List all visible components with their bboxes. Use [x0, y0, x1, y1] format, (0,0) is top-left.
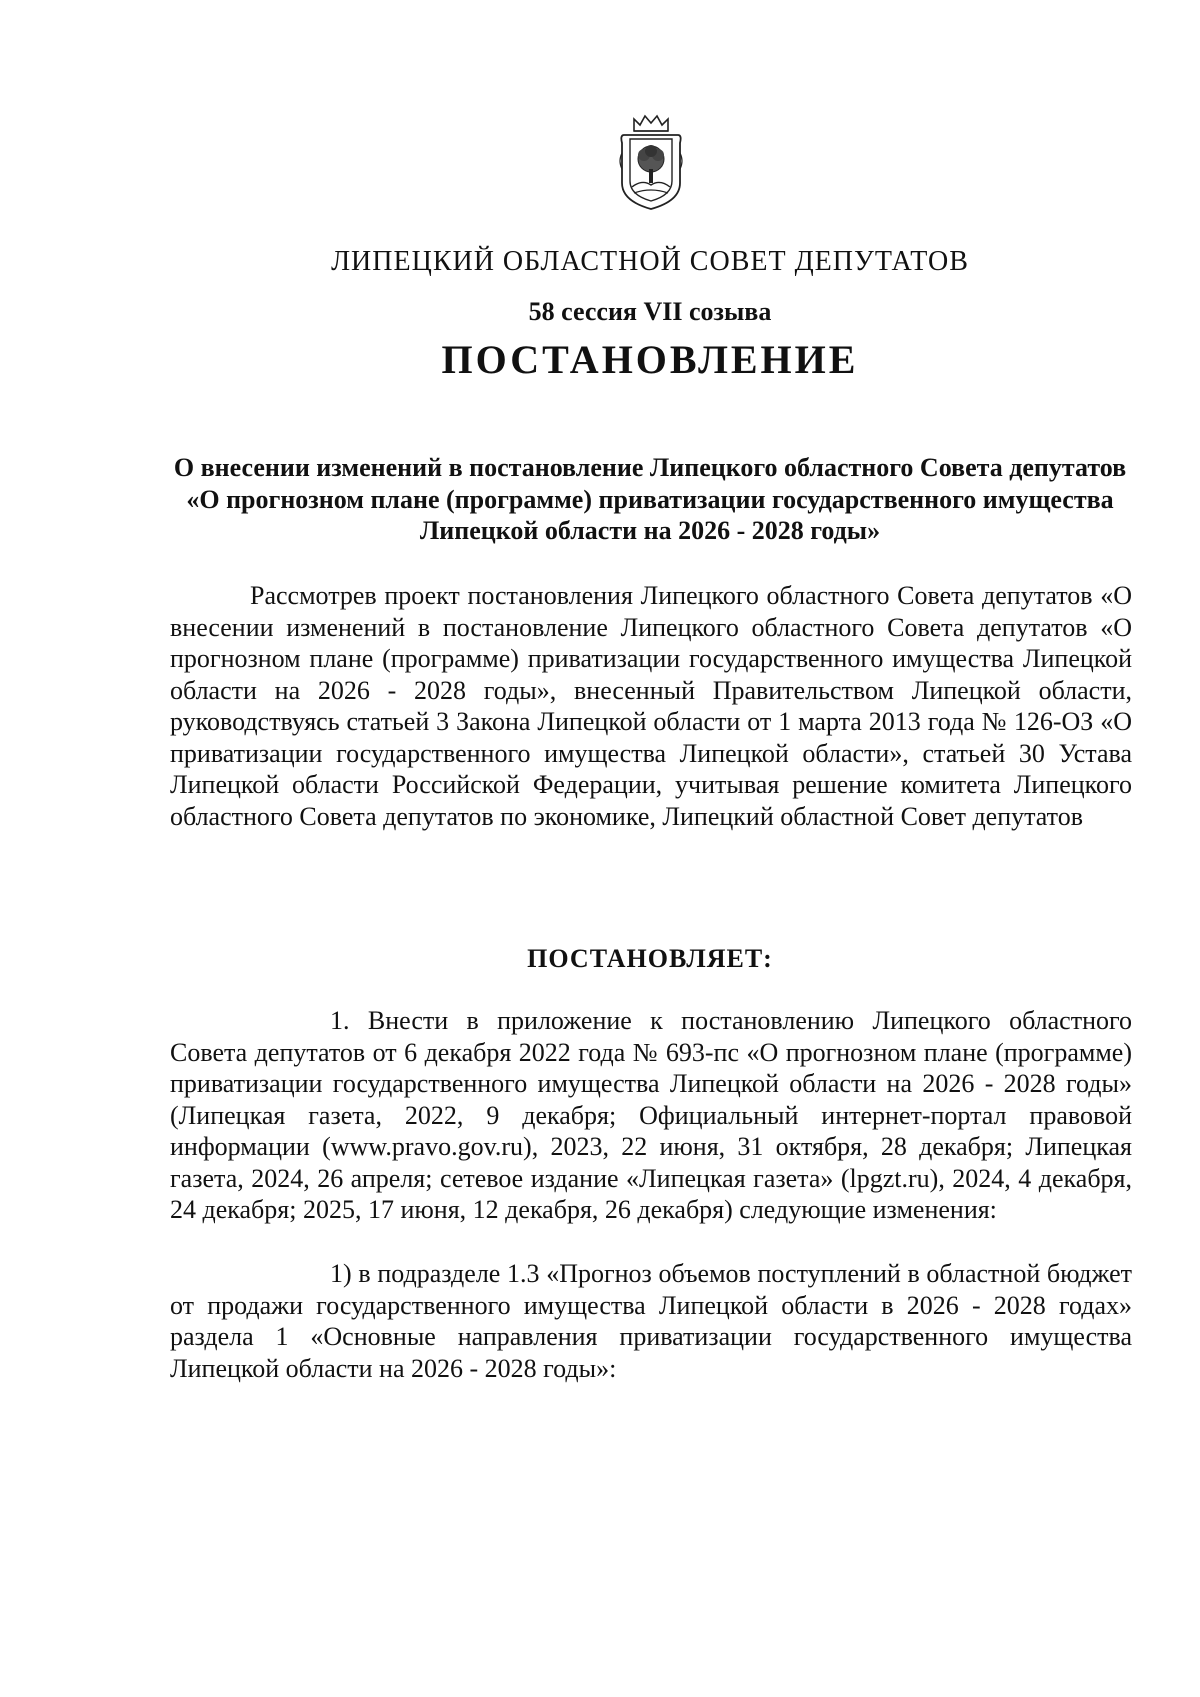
session-label: 58 сессия VII созыва: [528, 297, 772, 326]
subitem-number: 1): [330, 1259, 352, 1288]
coat-of-arms-icon: [616, 113, 686, 213]
document-title: О внесении изменений в постановление Липецкого областного Совета депутатов «О прогнозном плане (программе) приватизации государственного имущества Липецкой области на 2026 - 2028 годы»: [173, 453, 1127, 545]
item-number: 1.: [330, 1006, 350, 1035]
council-name: ЛИПЕЦКИЙ ОБЛАСТНОЙ СОВЕТ ДЕПУТАТОВ: [331, 246, 969, 277]
item-text: Внести в приложение к постановлению Липецкого областного Совета депутатов от 6 декабря 2022 года № 693-пс «О прогнозном плане (программе) приватизации государственного имущества Липецкой области на 2026 - 2028 годы» (Липецкая газета, 2022, 9 декабря; Официальный интернет-портал правовой информации (www.pravo.gov.ru), 2023, 22 июня, 31 октября, 28 декабря; Липецкая газета, 2024, 26 апреля; сетевое издание «Липецкая газета» (lpgzt.ru), 2024, 4 декабря, 24 декабря; 2025, 17 июня, 12 декабря, 26 декабря) следующие изменения:: [170, 1006, 1133, 1224]
preamble-paragraph: Рассмотрев проект постановления Липецкого областного Совета депутатов «О внесении изменений в постановление Липецкого областного Совета депутатов «О прогнозном плане (программе) приватизации государственного имущества Липецкой области на 2026 - 2028 годы», внесенный Правительством Липецкой области, руководствуясь статьей 3 Закона Липецкой области от 1 марта 2013 года № 126-ОЗ «О приватизации государственного имущества Липецкой области», статьей 30 Устава Липецкой области Российской Федерации, учитывая решение комитета Липецкого областного Совета депутатов по экономике, Липецкий областной Совет депутатов: [170, 581, 1132, 831]
document-type-heading: ПОСТАНОВЛЕНИЕ: [441, 337, 859, 382]
decree-subitem: [170, 1258, 1132, 1384]
decree-item: [170, 1005, 1132, 1226]
decrees-heading: ПОСТАНОВЛЯЕТ:: [527, 944, 773, 973]
subitem-text: в подразделе 1.3 «Прогноз объемов поступлений в областной бюджет от продажи государственного имущества Липецкой области в 2026 - 2028 годах» раздела 1 «Основные направления приватизации государственного имущества Липецкой области на 2026 - 2028 годы»:: [170, 1259, 1132, 1383]
